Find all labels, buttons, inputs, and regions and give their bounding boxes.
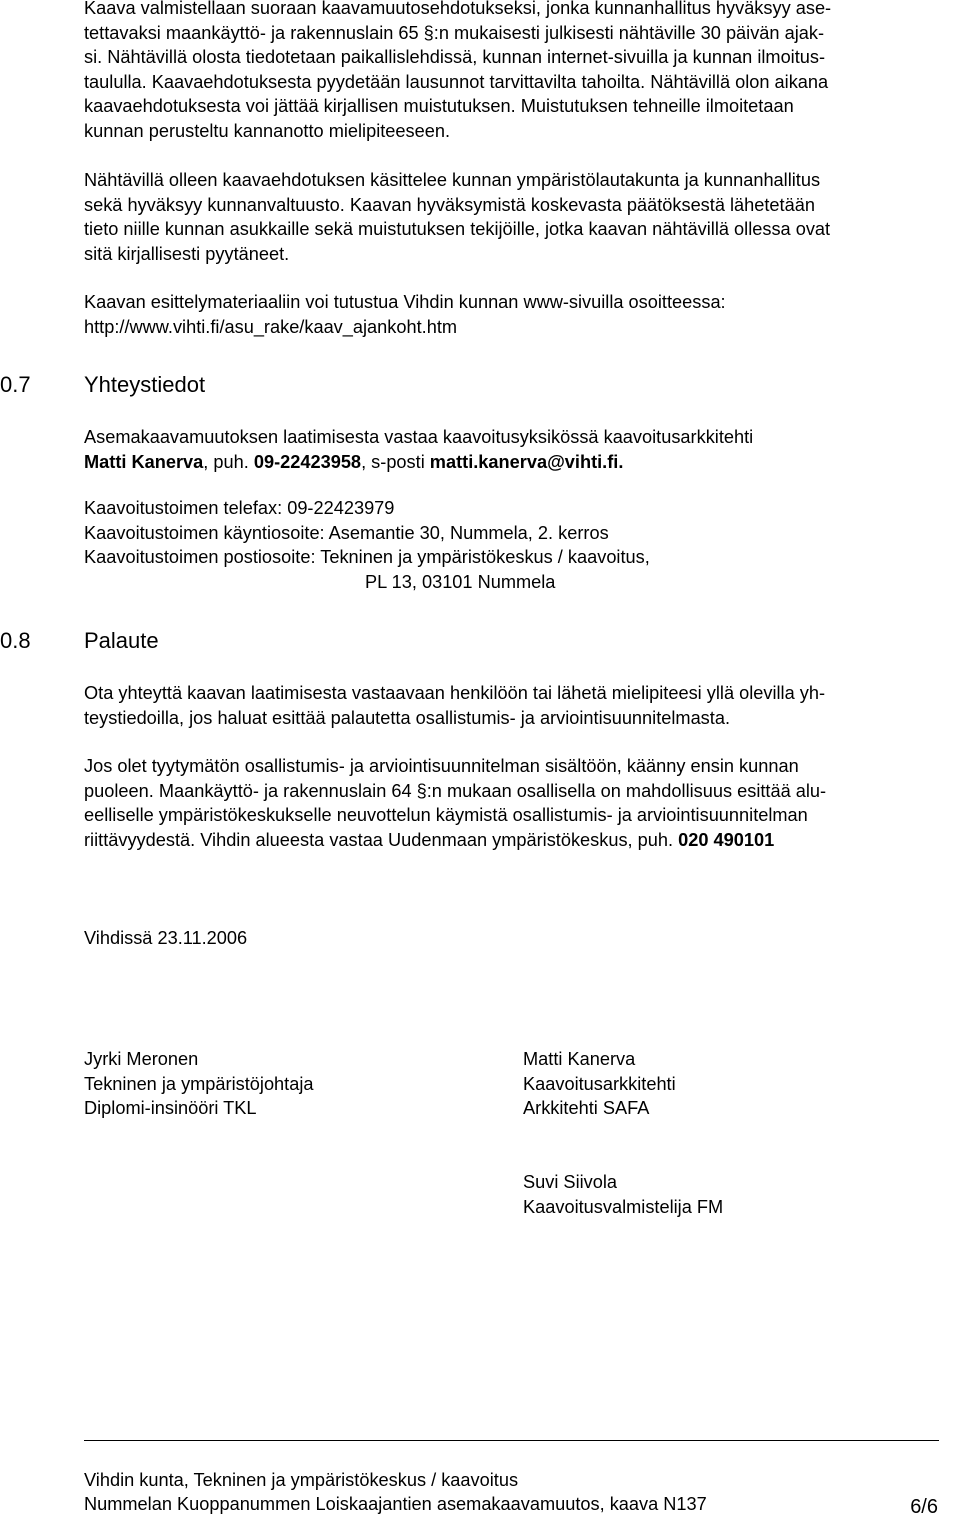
text-line: puoleen. Maankäyttö- ja rakennuslain 64 §:n mukaan osallisella on mahdollisuus esittää alu-: [84, 780, 827, 801]
feedback-paragraph-2: [84, 754, 954, 852]
text-line: Nähtävillä olleen kaavaehdotuksen käsittelee kunnan ympäristölautakunta ja kunnanhallitus: [84, 170, 821, 190]
signatory-name: Suvi Siivola: [523, 1172, 618, 1192]
contact-email[interactable]: matti.kanerva@vihti.fi.: [429, 451, 624, 472]
footer-divider: [84, 1440, 939, 1441]
text-fragment: riittävyydestä. Vihdin alueesta vastaa Uudenmaan ympäristökeskus, puh.: [84, 829, 679, 850]
text-line: si. Nähtävillä olosta tiedotetaan paikallislehdissä, kunnan internet-sivuilla ja kunnan ilmoitus-: [84, 47, 826, 67]
paragraph-proposal-process: [84, 0, 954, 143]
footer-organization: Vihdin kunta, Tekninen ja ympäristökeskus / kaavoitus: [84, 1470, 519, 1490]
fax-line: Kaavoitustoimen telefax: 09-22423979: [84, 498, 395, 518]
section-heading-contacts: [0, 372, 205, 398]
text-line: Kaava valmistellaan suoraan kaavamuutosehdotukseksi, jonka kunnanhallitus hyväksyy ase-: [84, 0, 832, 18]
office-details: [84, 496, 954, 594]
materials-link[interactable]: http://www.vihti.fi/asu_rake/kaav_ajankoht.htm: [84, 316, 458, 337]
text-line: Asemakaavamuutoksen laatimisesta vastaa kaavoitusyksikössä kaavoitusarkkitehti: [84, 427, 754, 447]
date-text: Vihdissä 23.11.2006: [84, 928, 248, 948]
paragraph-materials: [84, 290, 954, 339]
page-number: 6/6: [910, 1496, 938, 1518]
postal-address-line-2: PL 13, 03101 Nummela: [365, 571, 556, 592]
footer-document-title: Nummelan Kuoppanummen Loiskaajantien asemakaavamuutos, kaava N137: [84, 1494, 707, 1514]
environment-centre-phone: 020 490101: [678, 829, 775, 850]
text-line: eelliselle ympäristökeskukselle neuvottelun käymistä osallistumis- ja arviointisuunnitelman: [84, 805, 808, 825]
text-line: Kaavan esittelymateriaaliin voi tutustua Vihdin kunnan www-sivuilla osoitteessa:: [84, 292, 726, 312]
section-number: 0.8: [0, 628, 31, 653]
text-line: sitä kirjallisesti pyytäneet.: [84, 243, 290, 264]
text-line: tettavaksi maankäyttö- ja rakennuslain 65 §:n mukaisesti julkisesti nähtäville 30 päivän ajak-: [84, 22, 825, 43]
signatory-name: Matti Kanerva: [523, 1049, 636, 1069]
text-line: [84, 450, 954, 475]
text-fragment: , puh.: [203, 451, 254, 472]
contact-paragraph: [84, 425, 954, 474]
signatory-degree: Diplomi-insinööri TKL: [84, 1098, 257, 1118]
signature-block-left: [84, 1047, 314, 1121]
section-title: Palaute: [84, 628, 159, 653]
paragraph-approval: [84, 168, 954, 266]
section-title: Yhteystiedot: [84, 372, 206, 397]
section-heading-feedback: [0, 628, 159, 654]
signatory-name: Jyrki Meronen: [84, 1049, 199, 1069]
contact-phone: 09-22423958: [253, 451, 362, 472]
signature-block-right: [523, 1047, 676, 1121]
signatory-degree: Arkkitehti SAFA: [523, 1098, 650, 1118]
text-line: kunnan perusteltu kannanotto mielipiteeseen.: [84, 120, 451, 141]
text-line: kaavaehdotuksesta voi jättää kirjallisen muistutuksen. Muistutuksen tehneille ilmoitetaan: [84, 96, 794, 116]
signatory-title: Kaavoitusvalmistelija FM: [523, 1196, 724, 1217]
text-line: Ota yhteyttä kaavan laatimisesta vastaavaan henkilöön tai lähetä mielipiteesi yllä olevilla yh-: [84, 683, 826, 703]
text-line: taululla. Kaavaehdotuksesta pyydetään lausunnot tarvittavilta tahoilta. Nähtävillä olon aikana: [84, 71, 829, 92]
section-number: 0.7: [0, 372, 31, 397]
text-line: teystiedoilla, jos haluat esittää palautetta osallistumis- ja arviointisuunnitelmasta.: [84, 707, 730, 728]
postal-address-line: Kaavoitustoimen postiosoite: Tekninen ja ympäristökeskus / kaavoitus,: [84, 547, 650, 567]
text-line: tieto niille kunnan asukkaille sekä muistutuksen tekijöille, jotka kaavan nähtävillä ollessa ovat: [84, 219, 831, 239]
text-line: Jos olet tyytymätön osallistumis- ja arviointisuunnitelman sisältöön, käänny ensin kunnan: [84, 756, 799, 776]
text-fragment: , s-posti: [361, 451, 430, 472]
contact-name: Matti Kanerva: [84, 451, 204, 472]
signatory-title: Tekninen ja ympäristöjohtaja: [84, 1073, 314, 1094]
feedback-paragraph-1: [84, 681, 954, 730]
text-line: sekä hyväksyy kunnanvaltuusto. Kaavan hyväksymistä koskevasta päätöksestä lähetetään: [84, 194, 815, 215]
date-line: [84, 926, 954, 951]
signature-block-right-2: [523, 1170, 723, 1219]
visit-address-line: Kaavoitustoimen käyntiosoite: Asemantie 30, Nummela, 2. kerros: [84, 522, 609, 543]
text-line: [84, 828, 954, 853]
signatory-title: Kaavoitusarkkitehti: [523, 1073, 676, 1094]
